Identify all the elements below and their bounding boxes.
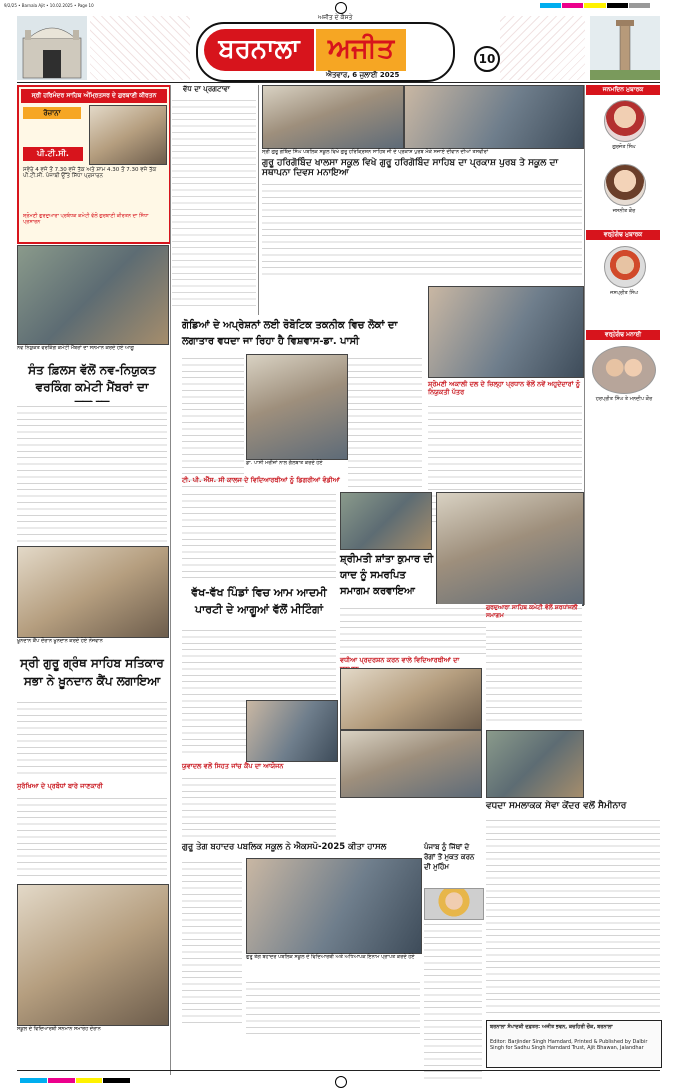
masthead-date: ਐਤਵਾਰ, 6 ਜੁਲਾਈ 2025 xyxy=(326,71,400,79)
masthead-city-block xyxy=(204,29,314,71)
shanti-group-photo xyxy=(436,492,584,606)
students-photo xyxy=(340,668,482,730)
registration-mark-top xyxy=(335,2,347,14)
teg-award-photo xyxy=(246,858,422,954)
ad-channel: ਪੀ.ਟੀ.ਸੀ. xyxy=(23,147,83,161)
seminar-headline: ਵਧਦਾ ਸਮਲਾਕਕ ਸੇਵਾ ਕੇਂਦਰ ਵਲੋਂ ਸੈਮੀਨਾਰ xyxy=(486,801,627,811)
top-banner-headline: ਗੁਰੂ ਹਰਿਗੋਬਿੰਦ ਖਾਲਸਾ ਸਕੂਲ ਵਿਖੇ ਗੁਰੂ ਹਰਿਗੋਬਿੰਦ ਸਾਹਿਬ ਦਾ ਪ੍ਰਕਾਸ਼ ਪੁਰਬ ਤੇ ਸਕੂਲ ਦਾ ਸਥਾਪਨਾ ਦਿਵਸ ਮਨਾਇਆ xyxy=(262,158,559,178)
birthday-head: ਜਨਮਦਿਨ ਮੁਬਾਰਕ xyxy=(586,85,660,95)
ad-body: ਸਵੇਰੇ 4 ਵਜੇ ਤੋਂ 7.30 ਵਜੇ ਤੱਕ ਅਤੇ ਸ਼ਾਮ 4.30 ਤੋਂ 7.30 ਵਜੇ ਤੱਕ ਪੀ.ਟੀ.ਸੀ. ਪੰਜਾਬੀ ਉੱਤੇ ਸਿੱਧਾ ਪ੍ਰਸਾਰਨ xyxy=(23,167,157,180)
blood-headline: ਸ੍ਰੀ ਗੁਰੂ ਗ੍ਰੰਥ ਸਾਹਿਬ ਸਤਿਕਾਰ ਸਭਾ ਨੇ ਖ਼ੂਨਦਾਨ ਕੈਂਪ ਲਗਾਇਆ xyxy=(20,656,164,688)
school-event-photo-1 xyxy=(262,85,404,149)
ad-sub: ਰੋਜ਼ਾਨਾ xyxy=(23,107,81,119)
masthead-pattern-left xyxy=(90,16,190,80)
shanti-headline: ਸ਼੍ਰੀਮਤੀ ਸ਼ਾਂਤਾ ਕੁਮਾਰ ਦੀ ਯਾਦ ਨੂੰ ਸਮਰਪਿਤ ਸਮਾਗਮ ਕਰਵਾਇਆ xyxy=(340,554,434,597)
top-banner-body-text xyxy=(262,180,582,280)
birthday-photo-2 xyxy=(604,164,646,206)
akali-dal-photo xyxy=(428,286,584,378)
teg-body-text xyxy=(182,858,242,1028)
security-body-text xyxy=(17,794,167,880)
red-headline-3: ਵਧੀਆ ਪ੍ਰਦਰਸ਼ਨ ਕਰਨ ਵਾਲੇ ਵਿਦਿਆਰਥੀਆਂ ਦਾ xyxy=(340,656,460,664)
degree-body-text xyxy=(182,490,336,580)
column-rule-3 xyxy=(584,85,585,605)
red-headline-5: ਯੁਵਾਦਲ ਵਲੋਂ ਸਿਹਤ ਜਾਂਚ ਕੈਂਪ ਦਾ ਆਯੋਜਨ xyxy=(182,762,284,770)
registration-mark-bottom xyxy=(335,1076,347,1088)
masthead-frame xyxy=(196,14,455,82)
birthday-photo-1 xyxy=(604,100,646,142)
ad-title: ਸ੍ਰੀ ਹਰਿਮੰਦਰ ਸਾਹਿਬ ਅੰਮ੍ਰਿਤਸਰ ਦੇ ਗੁਰਬਾਣੀ ਕੀਰਤਨ xyxy=(21,89,167,103)
golden-temple-photo xyxy=(89,105,167,165)
birthday-name-2: ਜਸਨੀਤ ਕੌਰ xyxy=(612,208,636,214)
punjab-headline: ਪੰਜਾਬ ਨੂੰ ਜਿੱਥਾਂ ਦੇ ਰੋਗਾਂ ਤੋਂ ਮੁਕਤ ਕਰਨ ਦੀ ਮੁਹਿੰਮ xyxy=(424,843,475,871)
anniversary-head: ਵਰ੍ਹੇਗੰਢ ਮੁਬਾਰਕ xyxy=(586,230,660,240)
shanti-photo xyxy=(340,492,432,550)
page-number: 10 xyxy=(474,46,500,72)
blood-body-text xyxy=(17,698,167,778)
bottom-left-photo xyxy=(17,884,169,1026)
right-body-text xyxy=(486,626,582,726)
red-headline-1: ਸ਼੍ਰੋਮਣੀ ਅਕਾਲੀ ਦਲ ਦੇ ਜ਼ਿਲ੍ਹਾ ਪ੍ਰਧਾਨ ਵੱਲੋਂ ਨਵੇਂ ਅਹੁਦੇਦਾਰਾਂ ਨੂੰ ਨਿਯੁਕਤੀ ਪੱਤਰ xyxy=(428,380,580,396)
teg-body-text-2 xyxy=(246,978,420,1038)
imprint-box xyxy=(486,1020,662,1068)
red-headline-4: ਸੁਰੱਖਿਆ ਦੇ ਪ੍ਰਬੰਧਾਂ ਬਾਰੇ ਜਾਣਕਾਰੀ xyxy=(17,782,103,790)
left-col-text xyxy=(172,96,256,306)
masthead-pattern-right xyxy=(500,16,585,80)
wedding-head: ਵਰ੍ਹੇਗੰਢ ਮਨਾਈ xyxy=(586,330,660,340)
imprint-line1: ਬਰਨਾਲਾ ਸੰਪਾਦਕੀ ਦਫ਼ਤਰ: ਅਜੀਤ ਭਵਨ, ਕਚਹਿਰੀ ਚੌਕ, ਬਰਨਾਲਾ xyxy=(490,1024,613,1030)
punjab-body-text xyxy=(424,920,482,1080)
print-slug: 9/2/25 • Barnala Ajit • 10.02.2025 • Page 10 xyxy=(4,3,94,8)
health-camp-photo xyxy=(340,730,482,798)
goddian-headline: ਗੋਡਿਆਂ ਦੇ ਅਪ੍ਰੇਸ਼ਨਾਂ ਲਈ ਰੋਬੋਟਿਕ ਤਕਨੀਕ ਵਿਚ ਲੋਕਾਂ ਦਾ ਲਗਾਤਾਰ ਵਧਦਾ ਜਾ ਰਿਹਾ ਹੈ ਵਿਸ਼ਵਾਸ-ਡਾ. ਪਾਸੀ xyxy=(182,320,398,347)
blood-caption: ਖ਼ੂਨਦਾਨ ਕੈਂਪ ਦੌਰਾਨ ਖ਼ੂਨਦਾਨ ਕਰਦੇ ਹੋਏ ਨੌਜਵਾਨ xyxy=(17,638,103,644)
masthead-gate-illustration xyxy=(17,16,87,80)
color-bar-bottom xyxy=(20,1078,130,1083)
anniversary-name: ਜਸਪ੍ਰੀਤ ਸਿੰਘ xyxy=(610,290,638,296)
teg-caption: ਗੁਰੂ ਤੇਗ ਬਹਾਦਰ ਪਬਲਿਕ ਸਕੂਲ ਦੇ ਵਿਦਿਆਰਥੀ ਅਤੇ ਅਧਿਆਪਕ ਇਨਾਮ ਪ੍ਰਾਪਤ ਕਰਦੇ ਹੋਏ xyxy=(246,954,415,960)
sant-body-text xyxy=(17,402,167,542)
masthead-rule xyxy=(17,82,660,83)
left-col-head: ਵੱਧ ਦਾ ਪ੍ਰਗਟਾਵਾ xyxy=(183,85,230,93)
masthead-tagline: ਅਜੀਤ ਦੇ ਕੈਸਤੇ xyxy=(318,14,353,21)
robot-surgery-photo xyxy=(246,354,348,460)
sant-headline: ਸੰਤ ਫ਼ਿਲਸ ਵੱਲੋਂ ਨਵ-ਨਿਯੁਕਤ ਵਰਕਿੰਗ ਕਮੇਟੀ ਮੈਂਬਰਾਂ ਦਾ xyxy=(28,363,156,394)
top-banner-caption: ਸ੍ਰੀ ਗੁਰੂ ਗੋਬਿੰਦ ਸਿੰਘ ਪਬਲਿਕ ਸਕੂਲ ਵਿਖੇ ਗੁਰੂ ਹਰਿਕ੍ਰਿਸ਼ਨ ਸਾਹਿਬ ਜੀ ਦੇ ਪ੍ਰਕਾਸ਼ ਪੁਰਬ ਮੌਕੇ ਸਜਾਏ ਦੀਵਾਨ ਦੀਆਂ ਤਸਵੀਰਾਂ xyxy=(262,149,489,155)
masthead-tower-illustration xyxy=(590,16,660,80)
bottom-rule xyxy=(17,1070,660,1071)
punjab-person-photo xyxy=(424,888,484,920)
sant-caption: ਨਵ ਨਿਯੁਕਤ ਵਰਕਿੰਗ ਕਮੇਟੀ ਮੈਂਬਰਾਂ ਦਾ ਸਨਮਾਨ ਕਰਦੇ ਹੋਏ ਆਗੂ xyxy=(17,345,134,351)
ajit-meetings-headline: ਵੱਖ-ਵੱਖ ਪਿੰਡਾਂ ਵਿਚ ਆਮ ਆਦਮੀ ਪਾਰਟੀ ਦੇ ਆਗੂਆਂ ਵੱਲੋਂ ਮੀਟਿੰਗਾਂ xyxy=(191,586,327,616)
imprint-line2: Editor: Barjinder Singh Hamdard, Printed & Published by Dalbir Singh for Sadhu Singh Hamdard Trust, Ajit Bhawan, Jalandhar xyxy=(490,1039,648,1052)
red-headline-2: ਟੀ. ਪੀ. ਐੱਸ. ਸੀ ਕਾਲਜ ਦੇ ਵਿਦਿਆਰਥੀਆਂ ਨੂੰ ਡਿਗਰੀਆਂ ਵੰਡੀਆਂ xyxy=(182,476,340,484)
seminar-body-text xyxy=(486,816,660,1016)
column-rule-1 xyxy=(170,85,171,1075)
robot-caption: ਡਾ. ਪਾਸੀ ਮਰੀਜ਼ਾਂ ਨਾਲ ਗੱਲਬਾਤ ਕਰਦੇ ਹੋਏ xyxy=(246,460,323,466)
masthead-city: ਬਰਨਾਲਾ xyxy=(218,34,300,64)
wedding-names: ਹਰਪ੍ਰੀਤ ਸਿੰਘ ਤੇ ਮਨਦੀਪ ਕੌਰ xyxy=(595,396,653,402)
anniversary-photo xyxy=(604,246,646,288)
bottom-left-caption: ਸਕੂਲ ਦੇ ਵਿਦਿਆਰਥੀ ਸਨਮਾਨ ਸਮਾਰੋਹ ਦੌਰਾਨ xyxy=(17,1026,101,1032)
sant-photo xyxy=(17,245,169,345)
health-body-text xyxy=(182,774,336,838)
seminar-photo xyxy=(486,730,584,798)
color-bar-top xyxy=(540,3,650,8)
blood-camp-photo xyxy=(17,546,169,638)
ad-box-ptc xyxy=(17,85,171,244)
teg-headline: ਗੁਰੂ ਤੇਗ ਬਹਾਦਰ ਪਬਲਿਕ ਸਕੂਲ ਨੇ ਐਕਸਪੋ-2025 ਕੀਤਾ ਹਾਸਲ xyxy=(182,842,387,852)
right-red-headline: ਗੁਰਦੁਆਰਾ ਸਾਹਿਬ ਕਮੇਟੀ ਵੱਲੋਂ ਸ਼ਰਧਾਂਜਲੀ ਸਮਾਗਮ xyxy=(486,604,578,619)
masthead-paper: ਅਜੀਤ xyxy=(327,33,395,64)
school-event-photo-2 xyxy=(404,85,584,149)
masthead-paper-block xyxy=(316,29,406,71)
ad-footer: ਸ਼੍ਰੋਮਣੀ ਗੁਰਦੁਆਰਾ ਪ੍ਰਬੰਧਕ ਕਮੇਟੀ ਵੱਲੋਂ ਗੁਰਬਾਣੀ ਕੀਰਤਨ ਦਾ ਸਿੱਧਾ ਪ੍ਰਸਾਰਨ xyxy=(23,213,149,226)
aap-photo xyxy=(246,700,338,762)
birthday-name-1: ਗੁਰਜੋਤ ਸਿੰਘ xyxy=(612,144,636,150)
column-rule-2 xyxy=(258,85,259,315)
wedding-photo xyxy=(592,346,656,394)
